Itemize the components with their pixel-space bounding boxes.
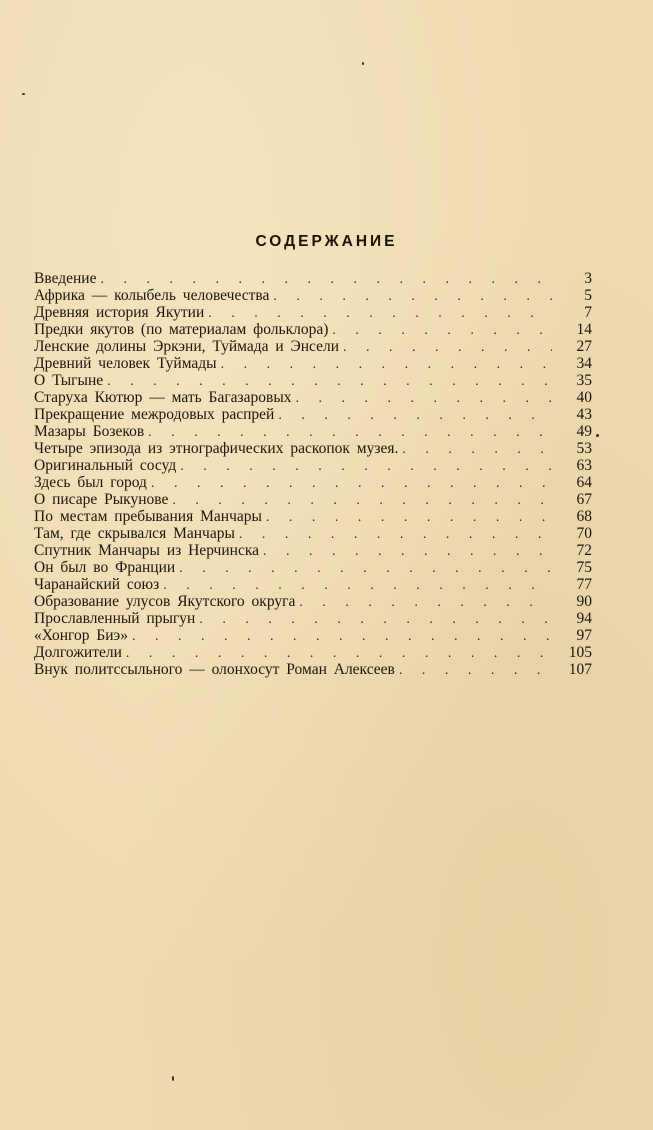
toc-entry-title: Прекращение межродовых распрей [34,406,275,423]
toc-entry-title: Здесь был город [34,474,147,491]
toc-entry [34,508,592,525]
toc-entry-title: Там, где скрывался Манчары [34,525,235,542]
toc-entry-title: По местам пребывания Манчары [34,508,262,525]
toc-entry-title: Африка — колыбель человечества [34,287,270,304]
toc-entry [34,559,592,576]
toc-entry-title: Старуха Кютюр — мать Багазаровых [34,389,292,406]
dot-leader [132,628,552,645]
toc-entry-title: Четыре эпизода из этнографических раскопок музея. [34,440,399,457]
dot-leader [221,356,552,373]
paper-speck [172,1076,174,1081]
dot-leader [239,526,552,543]
toc-entry-page: 77 [576,576,592,593]
dot-leader [199,611,552,628]
toc-entry-page: 90 [576,593,592,610]
toc-entry [34,525,592,542]
dot-leader [208,305,552,322]
toc-entry [34,338,592,355]
toc-entry-title: Предки якутов (по материалам фольклора) [34,321,329,338]
paper-speck [362,62,364,65]
dot-leader [180,458,552,475]
toc-entry-page: 105 [568,644,592,661]
contents-heading: СОДЕРЖАНИЕ [255,233,398,250]
dot-leader [148,424,552,441]
toc-entry-page: 27 [576,338,592,355]
toc-entry-page: 14 [576,321,592,338]
toc-entry-page: 97 [576,627,592,644]
toc-entry-title: Оригинальный сосуд [34,457,177,474]
table-of-contents [34,270,592,678]
toc-entry-title: Спутник Манчары из Нерчинска [34,542,259,559]
paper-speck [22,93,25,95]
dot-leader [179,560,552,577]
dot-leader [100,271,552,288]
toc-entry-page: 64 [576,474,592,491]
dot-leader [399,662,552,679]
toc-entry [34,287,592,304]
toc-entry [34,542,592,559]
toc-entry-page: 35 [576,372,592,389]
toc-entry-title: О писаре Рыкунове [34,491,169,508]
toc-entry [34,593,592,610]
toc-entry-page: 3 [584,270,592,287]
toc-entry [34,355,592,372]
toc-entry-page: 68 [576,508,592,525]
dot-leader [163,577,552,594]
toc-entry-title: Долгожители [34,644,122,661]
dot-leader [278,407,552,424]
toc-entry-title: Чаранайский союз [34,576,160,593]
dot-leader [273,288,552,305]
toc-entry [34,644,592,661]
toc-entry [34,423,592,440]
dot-leader [266,509,552,526]
toc-entry [34,610,592,627]
toc-entry-page: 34 [576,355,592,372]
toc-entry [34,304,592,321]
toc-entry-title: Мазары Бозеков [34,423,145,440]
toc-entry [34,440,592,457]
dot-leader [402,441,552,458]
dot-leader [332,322,552,339]
toc-entry-title: Ленские долины Эркэни, Туймада и Энсели [34,338,340,355]
toc-entry-page: 75 [576,559,592,576]
toc-entry-title: Древняя история Якутии [34,304,205,321]
toc-entry-page: 94 [576,610,592,627]
toc-entry-title: Внук политссыльного — олонхосут Роман Алексеев [34,661,395,678]
toc-entry [34,270,592,287]
toc-entry-title: Он был во Франции [34,559,176,576]
toc-entry [34,321,592,338]
toc-entry-page: 43 [576,406,592,423]
toc-entry-page: 40 [576,389,592,406]
toc-entry-page: 67 [576,491,592,508]
toc-entry [34,406,592,423]
toc-entry-page: 53 [576,440,592,457]
toc-entry-page: 63 [576,457,592,474]
toc-entry-page: 107 [568,661,592,678]
toc-entry [34,372,592,389]
toc-entry-title: Введение [34,270,97,287]
dot-leader [107,373,552,390]
toc-entry-title: Древний человек Туймады [34,355,217,372]
dot-leader [343,339,552,356]
paper-speck [596,434,599,437]
toc-entry [34,661,592,678]
toc-entry-title: «Хонгор Биэ» [34,627,128,644]
dot-leader [172,492,552,509]
toc-entry-page: 7 [584,304,592,321]
toc-entry-page: 5 [584,287,592,304]
toc-entry [34,491,592,508]
toc-entry-page: 70 [576,525,592,542]
dot-leader [126,645,552,662]
toc-entry [34,457,592,474]
toc-entry-page: 72 [576,542,592,559]
dot-leader [151,475,552,492]
toc-entry [34,389,592,406]
toc-entry [34,627,592,644]
dot-leader [296,390,552,407]
toc-entry-title: Прославленный прыгун [34,610,196,627]
toc-entry-title: О Тыгыне [34,372,104,389]
toc-entry-title: Образование улусов Якутского округа [34,593,296,610]
toc-entry [34,474,592,491]
dot-leader [263,543,552,560]
dot-leader [299,594,552,611]
toc-entry-page: 49 [576,423,592,440]
toc-entry [34,576,592,593]
